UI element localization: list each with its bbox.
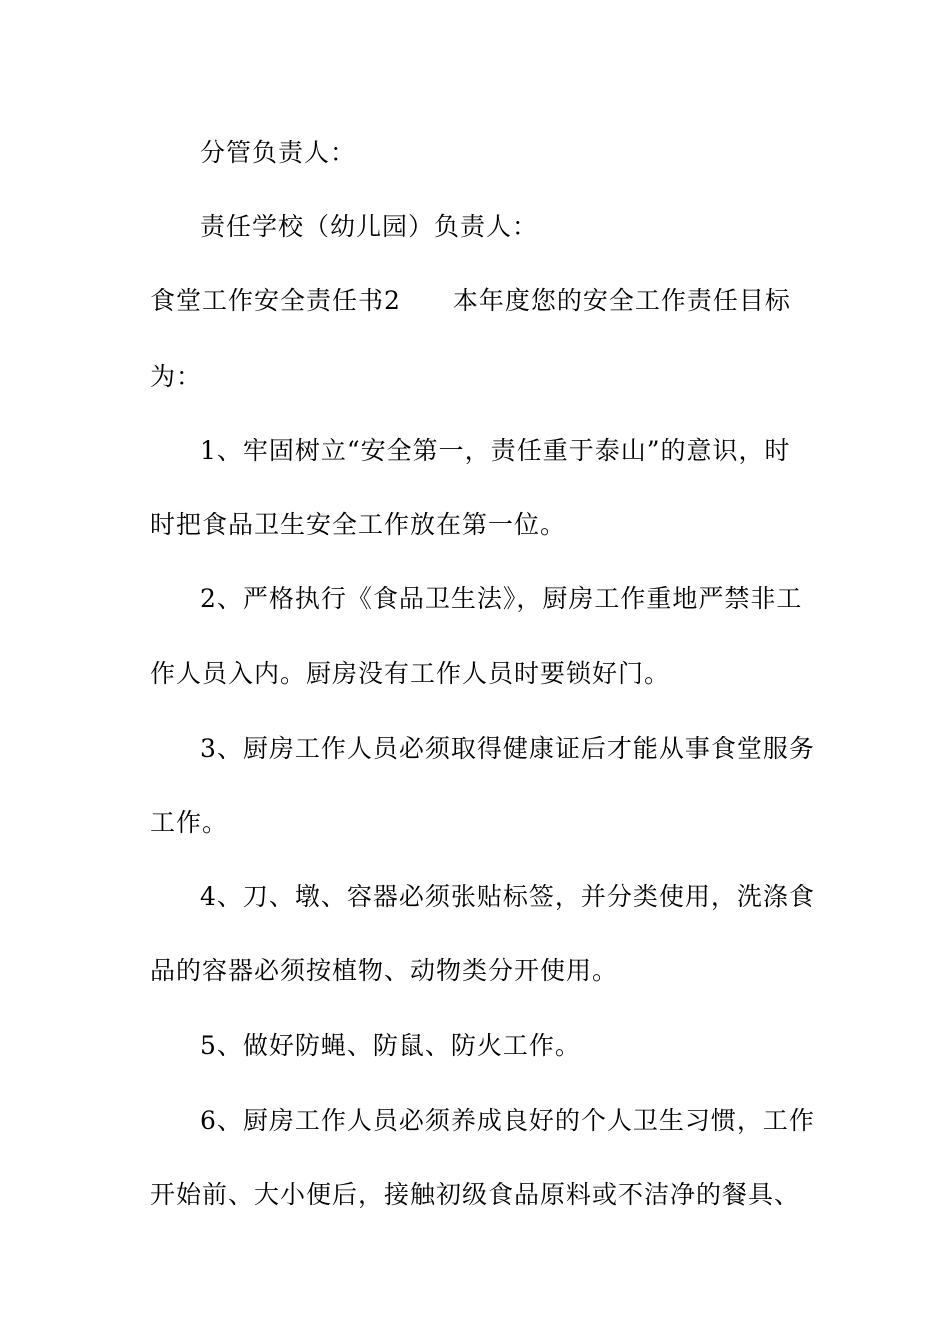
paragraph-line: 为： <box>150 362 203 391</box>
item-3-line-2: 工作。 <box>150 808 229 837</box>
item-3-line-1: 3、厨房工作人员必须取得健康证后才能从事食堂服务 <box>200 734 815 763</box>
item-6-line-1: 6、厨房工作人员必须养成良好的个人卫生习惯，工作 <box>200 1106 815 1135</box>
item-1-line-1: 1、牢固树立“安全第一，责任重于泰山”的意识，时 <box>200 436 791 465</box>
item-2-line-1: 2、严格执行《食品卫生法》，厨房工作重地严禁非工 <box>200 584 803 613</box>
item-6-line-2: 开始前、大小便后，接触初级食品原料或不洁净的餐具、 <box>150 1180 801 1209</box>
item-4-line-1: 4、刀、墩、容器必须张贴标签，并分类使用，洗涤食 <box>200 882 815 911</box>
item-1-line-2: 时把食品卫生安全工作放在第一位。 <box>150 510 567 539</box>
document-title-line <box>150 286 791 316</box>
item-4-line-2: 品的容器必须按植物、动物类分开使用。 <box>150 956 619 985</box>
signature-line-school-head: 责任学校（幼儿园）负责人： <box>200 212 539 241</box>
item-5-line-1: 5、做好防蝇、防鼠、防火工作。 <box>200 1031 581 1060</box>
document-title: 食堂工作安全责任书2 <box>150 286 401 315</box>
intro-text: 本年度您的安全工作责任目标 <box>452 286 791 315</box>
item-2-line-2: 作人员入内。厨房没有工作人员时要锁好门。 <box>150 659 671 688</box>
signature-line-supervisor: 分管负责人： <box>200 138 357 167</box>
